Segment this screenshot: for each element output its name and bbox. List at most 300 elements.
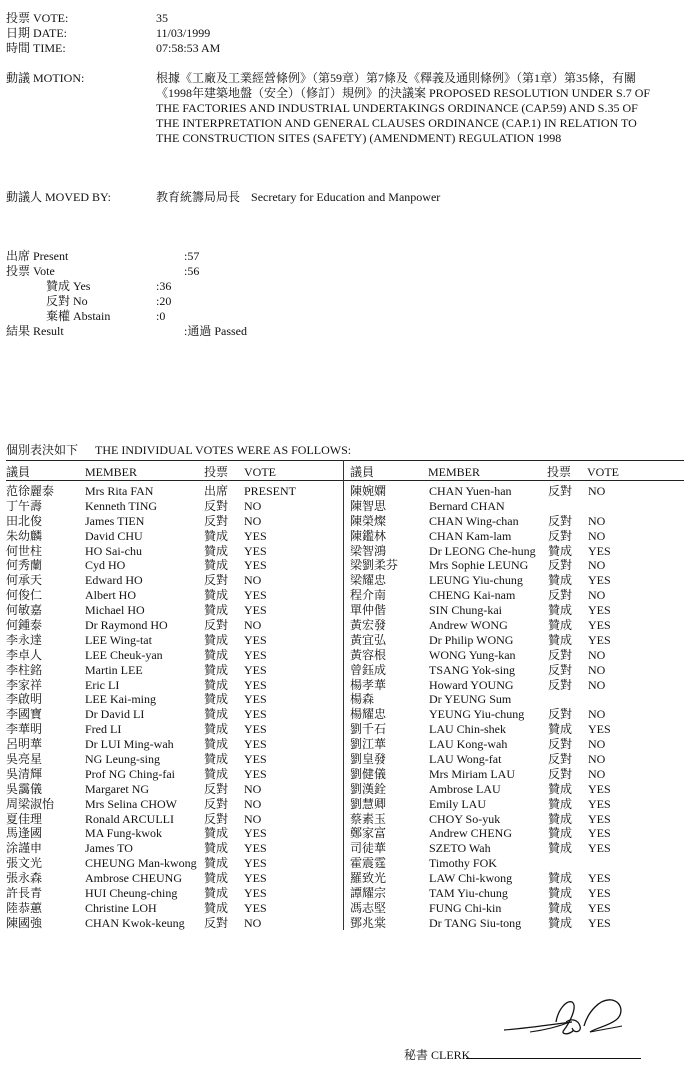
clerk-signature (500, 992, 630, 1042)
result-value: :通過 Passed (184, 324, 248, 338)
member-name-chinese: 周梁淑怡 (6, 796, 55, 811)
table-row (6, 871, 342, 886)
member-name-english: Fred LI (85, 722, 122, 737)
vote-english: NO (244, 498, 262, 513)
table-row (6, 499, 342, 514)
date-value: 11/03/1999 (156, 26, 211, 40)
vote-chinese: 贊成 (204, 841, 229, 856)
vote-chinese: 贊成 (548, 603, 573, 618)
member-name-english: Dr LEONG Che-hung (429, 543, 536, 558)
member-name-chinese: 劉千石 (350, 722, 387, 737)
vote-chinese: 贊成 (204, 737, 229, 752)
table-row (6, 558, 342, 573)
vote-english: YES (244, 603, 267, 618)
vote-english: YES (244, 900, 267, 915)
time-label: 時間 TIME: (6, 41, 66, 55)
table-row (350, 514, 684, 529)
header-vote-en-right: VOTE (587, 465, 619, 479)
member-name-english: SIN Chung-kai (429, 603, 502, 618)
vote-english: NO (588, 647, 606, 662)
vote-english: YES (244, 677, 267, 692)
vote-english: NO (588, 677, 606, 692)
header-member-zh-right: 議員 (350, 465, 375, 479)
member-name-chinese: 吳亮星 (6, 752, 43, 767)
member-name-chinese: 田北俊 (6, 513, 43, 528)
vote-chinese: 贊成 (548, 841, 573, 856)
member-name-chinese: 蔡素玉 (350, 811, 387, 826)
member-name-english: Dr Raymond HO (85, 618, 168, 633)
member-name-chinese: 譚耀宗 (350, 886, 387, 901)
vote-chinese: 贊成 (204, 900, 229, 915)
member-name-chinese: 黃宏發 (350, 618, 387, 633)
table-row (350, 648, 684, 663)
member-name-english: Bernard CHAN (429, 498, 505, 513)
table-row (350, 856, 684, 871)
vote-chinese: 贊成 (548, 618, 573, 633)
member-name-english: LAW Chi-kwong (429, 871, 513, 886)
member-name-english: Michael HO (85, 603, 145, 618)
individual-votes-title (6, 443, 351, 458)
vote-english: YES (244, 886, 267, 901)
date-label: 日期 DATE: (6, 26, 67, 40)
member-name-english: YEUNG Yiu-chung (429, 707, 525, 722)
vote-chinese: 贊成 (204, 588, 229, 603)
vote-english: NO (588, 707, 606, 722)
member-name-chinese: 何敏嘉 (6, 603, 43, 618)
member-name-chinese: 何承天 (6, 573, 43, 588)
time-value: 07:58:53 AM (156, 41, 221, 55)
vote-chinese: 贊成 (548, 722, 573, 737)
vote-count-label: 投票 Vote (6, 264, 55, 278)
abstain-count: :0 (156, 309, 166, 323)
vote-english: NO (244, 573, 262, 588)
vote-english: YES (588, 722, 611, 737)
member-name-english: LEE Cheuk-yan (85, 647, 163, 662)
vote-english: YES (244, 558, 267, 573)
vote-count: :56 (184, 264, 200, 278)
vote-chinese: 贊成 (204, 677, 229, 692)
member-name-english: CHAN Kwok-keung (85, 915, 185, 930)
table-row (350, 707, 684, 722)
table-row (6, 678, 342, 693)
member-name-chinese: 陸恭蕙 (6, 900, 43, 915)
table-row (350, 678, 684, 693)
member-name-english: Edward HO (85, 573, 143, 588)
vote-english: NO (244, 811, 262, 826)
vote-chinese: 贊成 (204, 528, 229, 543)
table-row (350, 618, 684, 633)
member-name-chinese: 曾鈺成 (350, 662, 387, 677)
member-name-chinese: 朱幼麟 (6, 528, 43, 543)
vote-chinese: 反對 (548, 647, 573, 662)
vote-chinese: 贊成 (548, 632, 573, 647)
member-name-english: CHOY So-yuk (429, 811, 501, 826)
member-name-english: Ambrose LAU (429, 781, 501, 796)
vote-chinese: 贊成 (204, 632, 229, 647)
table-header (6, 460, 684, 480)
member-name-chinese: 李柱銘 (6, 662, 43, 677)
member-name-chinese: 吳清輝 (6, 766, 43, 781)
vote-chinese: 贊成 (204, 603, 229, 618)
member-name-english: Kenneth TING (85, 498, 158, 513)
member-name-english: Emily LAU (429, 796, 486, 811)
member-name-chinese: 何秀蘭 (6, 558, 43, 573)
member-name-english: HO Sai-chu (85, 543, 142, 558)
vote-chinese: 贊成 (548, 900, 573, 915)
table-row (350, 841, 684, 856)
table-row (6, 707, 342, 722)
member-name-chinese: 劉漢銓 (350, 781, 387, 796)
clerk-label: 秘書 CLERK (404, 1048, 471, 1062)
vote-chinese: 贊成 (548, 826, 573, 841)
member-name-chinese: 陳智思 (350, 498, 387, 513)
member-name-chinese: 李國寶 (6, 707, 43, 722)
vote-english: YES (244, 722, 267, 737)
vote-english: YES (244, 588, 267, 603)
member-name-chinese: 李家祥 (6, 677, 43, 692)
member-name-english: Dr TANG Siu-tong (429, 915, 522, 930)
member-name-chinese: 李永達 (6, 632, 43, 647)
member-name-english: Andrew CHENG (429, 826, 512, 841)
table-row (6, 514, 342, 529)
member-name-english: Howard YOUNG (429, 677, 514, 692)
member-name-chinese: 吳靄儀 (6, 781, 43, 796)
header-vote-en-left: VOTE (244, 465, 276, 479)
vote-english: NO (588, 766, 606, 781)
member-name-chinese: 馬逢國 (6, 826, 43, 841)
member-name-english: Dr YEUNG Sum (429, 692, 512, 707)
header-bottom-rule (6, 480, 684, 481)
table-row (6, 782, 342, 797)
vote-chinese: 贊成 (548, 781, 573, 796)
table-row (6, 618, 342, 633)
vote-english: YES (244, 647, 267, 662)
column-divider (343, 460, 344, 930)
vote-chinese: 反對 (548, 662, 573, 677)
member-name-chinese: 楊孝華 (350, 677, 387, 692)
header-member-zh-left: 議員 (6, 465, 31, 479)
table-row (6, 722, 342, 737)
member-name-english: Martin LEE (85, 662, 143, 677)
abstain-label: 棄權 Abstain (46, 309, 111, 323)
table-row (350, 752, 684, 767)
vote-chinese: 贊成 (204, 707, 229, 722)
member-name-chinese: 楊耀忠 (350, 707, 387, 722)
vote-english: YES (588, 841, 611, 856)
vote-english: YES (588, 543, 611, 558)
header-vote-zh-left: 投票 (204, 465, 229, 479)
member-name-english: Prof NG Ching-fai (85, 766, 175, 781)
present-count: :57 (184, 249, 200, 263)
member-name-chinese: 李華明 (6, 722, 43, 737)
header-vote-zh-right: 投票 (547, 465, 572, 479)
member-name-chinese: 何鍾泰 (6, 618, 43, 633)
vote-chinese: 贊成 (204, 647, 229, 662)
moved-by-value (156, 190, 440, 205)
vote-english: YES (588, 886, 611, 901)
table-row (350, 886, 684, 901)
vote-chinese: 贊成 (548, 543, 573, 558)
vote-english: YES (244, 752, 267, 767)
member-name-english: LAU Chin-shek (429, 722, 506, 737)
member-name-english: Eric LI (85, 677, 120, 692)
vote-english: YES (588, 811, 611, 826)
member-name-chinese: 馮志堅 (350, 900, 387, 915)
vote-english: YES (244, 543, 267, 558)
member-name-english: Dr LUI Ming-wah (85, 737, 174, 752)
vote-chinese: 反對 (204, 513, 229, 528)
vote-chinese: 反對 (548, 513, 573, 528)
member-name-chinese: 陳國強 (6, 915, 43, 930)
member-name-english: David CHU (85, 528, 143, 543)
table-row (350, 916, 684, 931)
table-row (6, 737, 342, 752)
vote-chinese: 反對 (204, 573, 229, 588)
right-vote-list (350, 484, 684, 931)
vote-chinese: 反對 (204, 498, 229, 513)
member-name-chinese: 許長青 (6, 886, 43, 901)
member-name-chinese: 陳榮燦 (350, 513, 387, 528)
member-name-english: LEUNG Yiu-chung (429, 573, 523, 588)
member-name-english: Christine LOH (85, 900, 157, 915)
member-name-english: CHAN Kam-lam (429, 528, 512, 543)
vote-chinese: 贊成 (548, 573, 573, 588)
vote-chinese: 反對 (204, 796, 229, 811)
table-row (350, 588, 684, 603)
member-name-chinese: 夏佳理 (6, 811, 43, 826)
member-name-english: HUI Cheung-ching (85, 886, 178, 901)
moved-by-label: 動議人 MOVED BY: (6, 190, 111, 204)
result-label: 結果 Result (6, 324, 64, 338)
member-name-english: SZETO Wah (429, 841, 491, 856)
table-row (6, 916, 342, 931)
member-name-chinese: 范徐麗泰 (6, 484, 55, 498)
vote-english: YES (244, 826, 267, 841)
vote-english: NO (588, 662, 606, 677)
vote-english: NO (244, 915, 262, 930)
member-name-english: LEE Kai-ming (85, 692, 156, 707)
vote-english: YES (244, 871, 267, 886)
table-row (6, 588, 342, 603)
table-row (6, 886, 342, 901)
table-row (6, 529, 342, 544)
table-row (350, 529, 684, 544)
vote-chinese: 贊成 (204, 722, 229, 737)
table-row (350, 737, 684, 752)
vote-chinese: 反對 (548, 707, 573, 722)
vote-english: YES (588, 603, 611, 618)
vote-chinese: 反對 (548, 677, 573, 692)
table-row (350, 797, 684, 812)
vote-chinese: 反對 (548, 766, 573, 781)
member-name-english: MA Fung-kwok (85, 826, 163, 841)
member-name-chinese: 呂明華 (6, 737, 43, 752)
member-name-chinese: 霍震霆 (350, 856, 387, 871)
no-count: :20 (156, 294, 172, 308)
vote-chinese: 贊成 (204, 543, 229, 558)
member-name-english: Dr David LI (85, 707, 145, 722)
member-name-chinese: 劉慧卿 (350, 796, 387, 811)
member-name-english: Mrs Rita FAN (85, 484, 154, 498)
vote-chinese: 贊成 (204, 856, 229, 871)
vote-english: YES (244, 528, 267, 543)
vote-english: YES (244, 662, 267, 677)
vote-english: NO (244, 513, 262, 528)
yes-count: :36 (156, 279, 172, 293)
vote-english: NO (588, 752, 606, 767)
member-name-chinese: 程介南 (350, 588, 387, 603)
vote-english: YES (588, 618, 611, 633)
member-name-chinese: 何世柱 (6, 543, 43, 558)
yes-label: 贊成 Yes (46, 279, 91, 293)
individual-title-chinese: 個別表決如下 (6, 443, 79, 457)
vote-english: YES (244, 632, 267, 647)
member-name-english: Ambrose CHEUNG (85, 871, 182, 886)
member-name-chinese: 涂謹申 (6, 841, 43, 856)
table-row (6, 484, 342, 499)
member-name-english: WONG Yung-kan (429, 647, 516, 662)
vote-english: YES (588, 871, 611, 886)
table-row (350, 633, 684, 648)
table-row (350, 573, 684, 588)
member-name-chinese: 張文光 (6, 856, 43, 871)
member-name-english: CHENG Kai-nam (429, 588, 516, 603)
header-member-en-right: MEMBER (428, 465, 481, 479)
table-row (350, 692, 684, 707)
table-row (350, 901, 684, 916)
member-name-english: Mrs Sophie LEUNG (429, 558, 529, 573)
table-row (350, 499, 684, 514)
vote-chinese: 贊成 (204, 826, 229, 841)
table-row (6, 692, 342, 707)
vote-english: NO (244, 618, 262, 633)
member-name-english: LAU Kong-wah (429, 737, 508, 752)
member-name-chinese: 鄭家富 (350, 826, 387, 841)
table-row (350, 871, 684, 886)
vote-english: NO (244, 796, 262, 811)
individual-title-english: THE INDIVIDUAL VOTES WERE AS FOLLOWS: (95, 443, 352, 457)
vote-english: YES (244, 707, 267, 722)
vote-english: YES (244, 737, 267, 752)
member-name-chinese: 張永森 (6, 871, 43, 886)
member-name-english: TAM Yiu-chung (429, 886, 508, 901)
member-name-chinese: 梁劉柔芬 (350, 558, 399, 573)
table-row (6, 826, 342, 841)
vote-english: NO (588, 588, 606, 603)
vote-english: YES (244, 841, 267, 856)
table-row (6, 901, 342, 916)
table-row (6, 663, 342, 678)
member-name-english: Dr Philip WONG (429, 632, 514, 647)
table-row (350, 782, 684, 797)
motion-label: 動議 MOTION: (6, 71, 85, 85)
table-row (6, 633, 342, 648)
mover-chinese: 教育統籌局局長 (156, 190, 241, 204)
vote-chinese: 贊成 (548, 796, 573, 811)
vote-chinese: 出席 (204, 484, 229, 498)
table-row (350, 558, 684, 573)
member-name-english: CHAN Yuen-han (429, 484, 512, 498)
member-name-english: James TIEN (85, 513, 145, 528)
member-name-english: James TO (85, 841, 133, 856)
member-name-chinese: 梁智鴻 (350, 543, 387, 558)
member-name-chinese: 劉健儀 (350, 766, 387, 781)
vote-chinese: 贊成 (204, 886, 229, 901)
vote-english: YES (244, 856, 267, 871)
vote-chinese: 反對 (548, 528, 573, 543)
vote-english: YES (588, 915, 611, 930)
vote-chinese: 反對 (548, 737, 573, 752)
vote-chinese: 贊成 (204, 692, 229, 707)
vote-english: YES (588, 632, 611, 647)
member-name-english: Albert HO (85, 588, 136, 603)
member-name-chinese: 梁耀忠 (350, 573, 387, 588)
vote-chinese: 反對 (548, 484, 573, 498)
vote-english: PRESENT (244, 484, 297, 498)
table-row (6, 544, 342, 559)
vote-chinese: 贊成 (204, 766, 229, 781)
vote-chinese: 贊成 (204, 558, 229, 573)
member-name-chinese: 劉皇發 (350, 752, 387, 767)
member-name-chinese: 單仲偕 (350, 603, 387, 618)
member-name-chinese: 黃容根 (350, 647, 387, 662)
table-row (6, 797, 342, 812)
member-name-english: Mrs Selina CHOW (85, 796, 177, 811)
member-name-english: TSANG Yok-sing (429, 662, 516, 677)
vote-chinese: 反對 (204, 618, 229, 633)
vote-chinese: 贊成 (548, 886, 573, 901)
clerk-signature-line (466, 1058, 641, 1059)
vote-english: YES (244, 766, 267, 781)
table-row (6, 573, 342, 588)
member-name-chinese: 何俊仁 (6, 588, 43, 603)
member-name-english: NG Leung-sing (85, 752, 160, 767)
table-row (350, 767, 684, 782)
member-name-chinese: 陳婉嫻 (350, 484, 387, 498)
vote-label: 投票 VOTE: (6, 11, 69, 25)
member-name-chinese: 楊森 (350, 692, 375, 707)
member-name-english: FUNG Chi-kin (429, 900, 502, 915)
vote-english: NO (588, 528, 606, 543)
table-row (6, 812, 342, 827)
vote-english: YES (588, 900, 611, 915)
table-row (6, 752, 342, 767)
member-name-chinese: 劉江華 (350, 737, 387, 752)
header-member-en-left: MEMBER (85, 465, 138, 479)
table-row (350, 663, 684, 678)
vote-english: NO (588, 513, 606, 528)
present-label: 出席 Present (6, 249, 69, 263)
member-name-english: LEE Wing-tat (85, 632, 152, 647)
table-row (6, 648, 342, 663)
member-name-chinese: 黃宜弘 (350, 632, 387, 647)
table-row (6, 767, 342, 782)
member-name-chinese: 李卓人 (6, 647, 43, 662)
table-row (6, 856, 342, 871)
vote-chinese: 反對 (204, 811, 229, 826)
vote-chinese: 贊成 (548, 915, 573, 930)
vote-english: NO (588, 484, 606, 498)
member-name-chinese: 鄧兆棠 (350, 915, 387, 930)
vote-english: YES (244, 692, 267, 707)
member-name-english: Timothy FOK (429, 856, 497, 871)
table-row (350, 722, 684, 737)
table-row (350, 544, 684, 559)
vote-chinese: 反對 (548, 588, 573, 603)
vote-chinese: 贊成 (204, 871, 229, 886)
vote-chinese: 贊成 (204, 662, 229, 677)
member-name-chinese: 李啟明 (6, 692, 43, 707)
